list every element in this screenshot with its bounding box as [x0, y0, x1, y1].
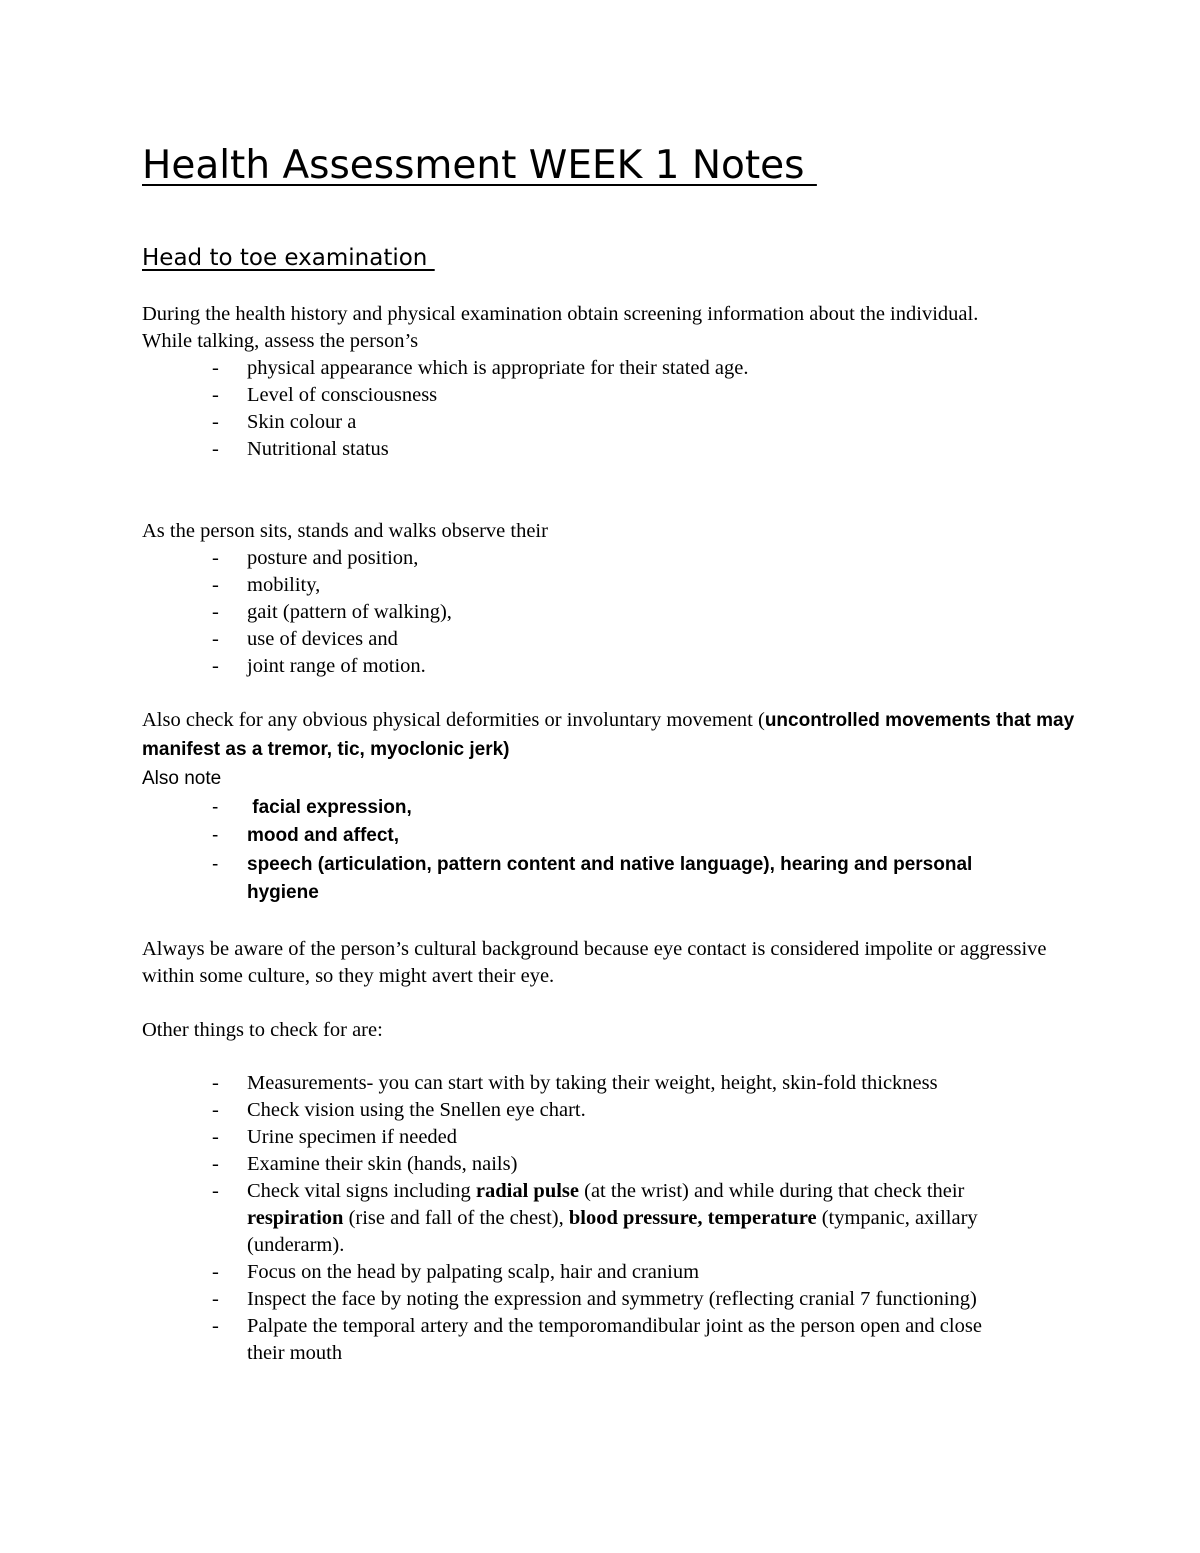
dash-bullet: -: [212, 547, 219, 569]
dash-bullet: -: [212, 357, 219, 379]
list-item: - physical appearance which is appropriate for their stated age.: [142, 355, 1082, 382]
list-item: - speech (articulation, pattern content and native language), hearing and personal hygiene: [142, 851, 1082, 908]
other-list: [142, 1070, 1102, 1367]
while-talking-line: While talking, assess the person’s: [142, 330, 419, 352]
dash-bullet: -: [212, 1261, 219, 1283]
list-item: - use of devices and: [142, 626, 1082, 653]
other-section: [142, 1070, 1102, 1367]
dash-bullet: -: [212, 1288, 219, 1310]
list-item: - gait (pattern of walking),: [142, 599, 1082, 626]
dash-bullet: -: [212, 601, 219, 623]
dash-bullet: -: [212, 574, 219, 596]
list-item: - Palpate the temporal artery and the temporomandibular joint as the person open and close their mouth: [212, 1315, 982, 1364]
deformities-text: Also check for any obvious physical deformities or involuntary movement (: [142, 709, 765, 731]
list-item: - Check vision using the Snellen eye chart.: [142, 1097, 1102, 1124]
also-note-list: [142, 794, 1082, 908]
list-item: - Level of consciousness: [142, 382, 1082, 409]
list-item: - mood and affect,: [142, 822, 1082, 851]
list-item: - Check vital signs including radial pulse (at the wrist) and while during that check their respiration (rise and fall of the chest), blood pressure, temperature (tympanic, axillary (underarm).: [212, 1180, 978, 1256]
intro-paragraph: During the health history and physical examination obtain screening information about the individual.: [142, 303, 979, 325]
section-heading: Head to toe examination: [142, 245, 435, 271]
deformities-paragraph: [142, 707, 1082, 765]
other-intro: Other things to check for are:: [142, 1019, 383, 1041]
also-note-label: Also note: [142, 768, 222, 789]
list-item: - mobility,: [142, 572, 1082, 599]
dash-bullet: -: [212, 655, 219, 677]
list-item: - Inspect the face by noting the expression and symmetry (reflecting cranial 7 functioning): [142, 1286, 1102, 1313]
dash-bullet: -: [212, 411, 219, 433]
dash-bullet: -: [212, 438, 219, 460]
intro-section: [142, 301, 1082, 463]
dash-bullet: -: [212, 853, 219, 875]
dash-bullet: -: [212, 628, 219, 650]
dash-bullet: -: [212, 1126, 219, 1148]
dash-bullet: -: [212, 1099, 219, 1121]
page-title: Health Assessment WEEK 1 Notes: [142, 143, 817, 188]
also-note-section: [142, 765, 1082, 908]
list-item: - Urine specimen if needed: [142, 1124, 1102, 1151]
list-item: - posture and position,: [142, 545, 1082, 572]
dash-bullet: -: [212, 825, 219, 846]
list-item: - Measurements- you can start with by taking their weight, height, skin-fold thickness: [142, 1070, 1102, 1097]
list-item: - facial expression,: [142, 794, 1082, 823]
cultural-paragraph: Always be aware of the person’s cultural background because eye contact is considered impolite or aggressive within some culture, so they might avert their eye.: [142, 938, 1047, 987]
talking-list: [142, 355, 1082, 463]
list-item: - Skin colour a: [142, 409, 1082, 436]
dash-bullet: -: [212, 1072, 219, 1094]
observe-intro: As the person sits, stands and walks observe their: [142, 520, 548, 542]
dash-bullet: -: [212, 1153, 219, 1175]
list-item: - Focus on the head by palpating scalp, hair and cranium: [142, 1259, 1102, 1286]
observe-section: [142, 518, 1082, 680]
observe-list: [142, 545, 1082, 680]
dash-bullet: -: [212, 1180, 219, 1202]
list-item: - Examine their skin (hands, nails): [142, 1151, 1102, 1178]
dash-bullet: -: [212, 1315, 219, 1337]
list-item: - joint range of motion.: [142, 653, 1082, 680]
list-item: - Nutritional status: [142, 436, 1082, 463]
dash-bullet: -: [212, 384, 219, 406]
deformities-bold-text: uncontrolled movements that may manifest as a tremor, tic, myoclonic jerk): [142, 710, 1075, 760]
dash-bullet: -: [212, 796, 219, 818]
